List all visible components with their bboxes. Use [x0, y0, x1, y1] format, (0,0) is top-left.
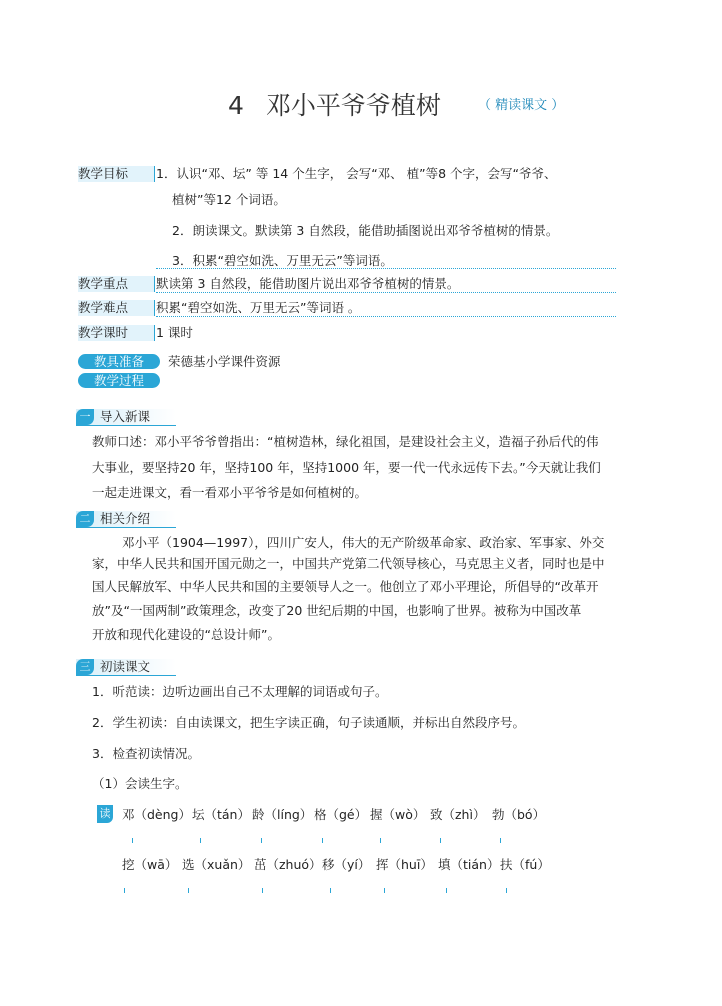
char-item: 勃（bó） [492, 807, 546, 822]
paragraph-line: （1）会读生字。 [92, 776, 188, 791]
objective-line-1: 1．认识“邓、坛” 等 14 个生字， 会写“邓、 植”等8 个字，会写“爷爷、 [156, 166, 557, 181]
writing-tick [506, 888, 507, 893]
section-badge: 一 [76, 409, 94, 425]
read-icon: 读 [97, 805, 113, 823]
writing-tick [384, 888, 385, 893]
writing-tick [188, 888, 189, 893]
objective-line-4: 3．积累“碧空如洗、万里无云”等词语。 [172, 253, 393, 268]
section-title: 初读课文 [100, 659, 151, 674]
paragraph-line: 国人民解放军、中华人民共和国的主要领导人之一。他创立了邓小平理论，所倡导的“改革开 [92, 579, 599, 594]
char-item: 握（wò） [370, 807, 426, 822]
writing-tick [132, 838, 133, 843]
lesson-type: （ 精读课文 ） [478, 98, 565, 113]
char-item: 龄（líng） [252, 807, 313, 822]
writing-tick [322, 838, 323, 843]
hours-label: 教学课时 [78, 325, 155, 341]
char-item: 移（yí） [322, 857, 371, 872]
char-item: 挖（wā） [122, 857, 178, 872]
paragraph-line: 开放和现代化建设的“总设计师”。 [92, 627, 280, 642]
difficulty-label: 教学难点 [78, 300, 155, 316]
char-item: 填（tián） [438, 857, 500, 872]
key-point-text: 默读第 3 自然段，能借助图片说出邓爷爷植树的情景。 [156, 276, 460, 291]
section-badge: 二 [76, 511, 94, 527]
char-item: 致（zhì） [430, 807, 486, 822]
char-item: 扶（fú） [500, 857, 550, 872]
page-title [228, 86, 441, 122]
lesson-title: 邓小平爷爷植树 [265, 91, 441, 120]
divider [156, 316, 616, 317]
writing-tick [330, 888, 331, 893]
writing-tick [262, 888, 263, 893]
process-label: 教学过程 [78, 373, 160, 388]
char-item: 选（xuǎn） [182, 857, 251, 872]
section-title: 相关介绍 [100, 511, 151, 526]
paragraph-line: 3．检查初读情况。 [92, 746, 200, 761]
paragraph-line: 邓小平（1904—1997），四川广安人，伟大的无产阶级革命家、政治家、军事家、外交 [122, 535, 605, 550]
writing-tick [200, 838, 201, 843]
section-title: 导入新课 [100, 409, 151, 424]
writing-tick [446, 888, 447, 893]
writing-tick [124, 888, 125, 893]
paragraph-line: 放”及“一国两制”政策理念，改变了20 世纪后期的中国，也影响了世界。被称为中国改革 [92, 603, 582, 618]
paragraph-line: 1．听范读：边听边画出自己不太理解的词语或句子。 [92, 684, 388, 699]
paragraph-line: 家，中华人民共和国开国元勋之一，中国共产党第二代领导核心，马克思主义者，同时也是中 [92, 556, 605, 571]
char-item: 格（gé） [314, 807, 368, 822]
objective-line-2: 植树”等12 个词语。 [172, 192, 286, 207]
preparation-text: 荣德基小学课件资源 [168, 354, 281, 369]
writing-tick [261, 838, 262, 843]
preparation-label: 教具准备 [78, 354, 160, 369]
objective-line-3: 2．朗读课文。默读第 3 自然段，能借助插图说出邓爷爷植树的情景。 [172, 223, 559, 238]
char-item: 挥（huī） [376, 857, 433, 872]
paragraph-line: 一起走进课文，看一看邓小平爷爷是如何植树的。 [92, 485, 368, 500]
char-item: 邓（dèng） [122, 807, 191, 822]
difficulty-text: 积累“碧空如洗、万里无云”等词语 。 [156, 300, 361, 315]
section-badge: 三 [76, 659, 94, 675]
paragraph-line: 大事业，要坚持20 年，坚持100 年，坚持1000 年，要一代一代永远传下去。”今天就让我们 [92, 460, 601, 475]
key-point-label: 教学重点 [78, 276, 155, 292]
char-item: 茁（zhuó） [254, 857, 322, 872]
hours-text: 1 课时 [156, 325, 193, 340]
writing-tick [500, 838, 501, 843]
paragraph-line: 教师口述：邓小平爷爷曾指出：“植树造林，绿化祖国，是建设社会主义，造福子孙后代的伟 [92, 434, 599, 449]
lesson-number: 4 [228, 91, 244, 120]
paragraph-line: 2．学生初读：自由读课文，把生字读正确，句子读通顺，并标出自然段序号。 [92, 715, 525, 730]
writing-tick [440, 838, 441, 843]
writing-tick [380, 838, 381, 843]
objectives-label: 教学目标 [78, 166, 155, 182]
char-item: 坛（tán） [192, 807, 250, 822]
divider [156, 268, 616, 269]
divider [156, 292, 616, 293]
